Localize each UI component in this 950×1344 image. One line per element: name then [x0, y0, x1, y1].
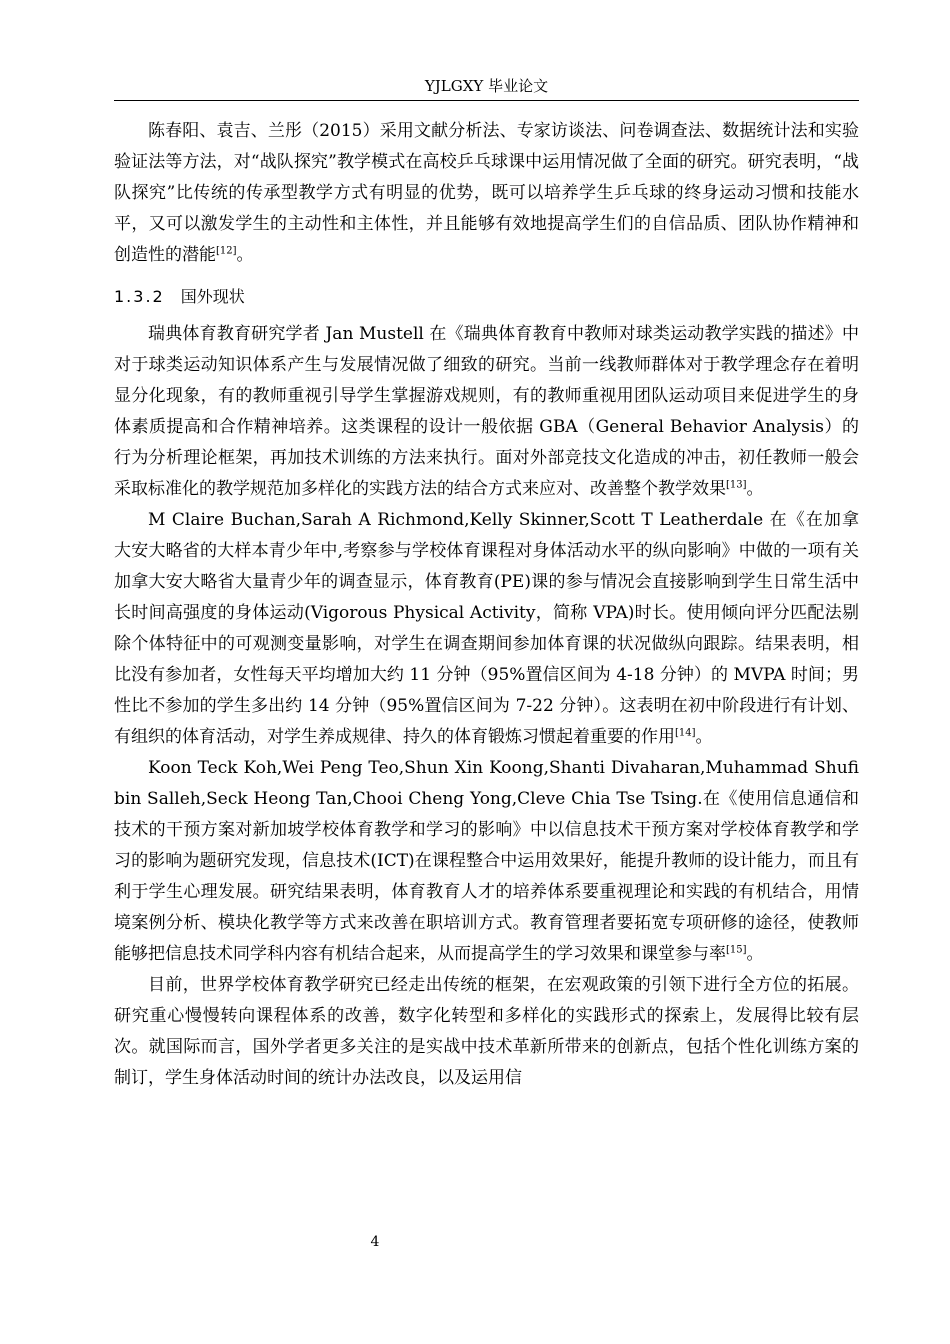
section-heading: [114, 285, 859, 309]
body-text: [114, 116, 859, 1094]
page-number: 4: [370, 1234, 380, 1250]
paragraph-text: Koon Teck Koh,Wei Peng Teo,Shun Xin Koong,Shanti Divaharan,Muhammad Shufi bin Salleh,Seck Heong Tan,Chooi Cheng Yong,Cleve Chia Tse Tsing.在《使用信息通信和技术的干预方案对新加坡学校体育教学和学习的影响》中以信息技术干预方案对学校体育教学和学习的影响为题研究发现，信息技术(ICT)在课程整合中运用效果好，能提升教师的设计能力，而且有利于学生心理发展。研究结果表明，体育教育人才的培养体系要重视理论和实践的有机结合，用情境案例分析、模块化教学等方式来改善在职培训方式。教育管理者要拓宽专项研修的途径，使教师能够把信息技术同学科内容有机结合起来，从而提高学生的学习效果和课堂参与率: [114, 758, 859, 964]
running-header: YJLGXY 毕业论文: [424, 77, 549, 95]
citation-ref: [13]: [726, 479, 747, 491]
paragraph: [114, 753, 859, 970]
paragraph: [114, 319, 859, 505]
section-number: 1.3.2: [114, 287, 165, 306]
paragraph-tail: 。: [746, 944, 764, 964]
paragraph-tail: 。: [695, 727, 713, 747]
paragraph-text: 瑞典体育教育研究学者 Jan Mustell 在《瑞典体育教育中教师对球类运动教学实践的描述》中对于球类运动知识体系产生与发展情况做了细致的研究。当前一线教师群体对于教学理念存在着明显分化现象，有的教师重视引导学生掌握游戏规则，有的教师重视用团队运动项目来促进学生的身体素质提高和合作精神培养。这类课程的设计一般依据 GBA（General Behavior Analysis）的行为分析理论框架，再加技术训练的方法来执行。面对外部竞技文化造成的冲击，初任教师一般会采取标准化的教学规范加多样化的实践方法的结合方式来应对、改善整个教学效果: [114, 324, 859, 499]
citation-ref: [14]: [675, 727, 696, 739]
citation-ref: [12]: [216, 245, 237, 257]
paragraph-text: 陈春阳、袁吉、兰彤（2015）采用文献分析法、专家访谈法、问卷调查法、数据统计法和实验验证法等方法，对“战队探究”教学模式在高校乒乓球课中运用情况做了全面的研究。研究表明，“战队探究”比传统的传承型教学方式有明显的优势，既可以培养学生乒乓球的终身运动习惯和技能水平，又可以激发学生的主动性和主体性，并且能够有效地提高学生们的自信品质、团队协作精神和创造性的潜能: [114, 121, 859, 265]
paragraph-tail: 。: [746, 479, 764, 499]
paragraph: [114, 116, 859, 271]
paragraph-text: M Claire Buchan,Sarah A Richmond,Kelly Skinner,Scott T Leatherdale 在《在加拿大安大略省的大样本青少年中,考察参与学校体育课程对身体活动水平的纵向影响》中做的一项有关加拿大安大略省大量青少年的调查显示，体育教育(PE)课的参与情况会直接影响到学生日常生活中长时间高强度的身体运动(Vigorous Physical Activity，简称 VPA)时长。使用倾向评分匹配法剔除个体特征中的可观测变量影响，对学生在调查期间参加体育课的状况做纵向跟踪。结果表明，相比没有参加者，女性每天平均增加大约 11 分钟（95%置信区间为 4-18 分钟）的 MVPA 时间；男性比不参加的学生多出约 14 分钟（95%置信区间为 7-22 分钟）。这表明在初中阶段进行有计划、有组织的体育活动，对学生养成规律、持久的体育锻炼习惯起着重要的作用: [114, 510, 859, 747]
section-title: 国外现状: [180, 287, 245, 306]
header-divider: [114, 100, 859, 101]
paragraph-tail: 。: [236, 245, 254, 265]
citation-ref: [15]: [726, 944, 747, 956]
paragraph: [114, 505, 859, 753]
paragraph: [114, 970, 859, 1094]
paragraph-text: 目前，世界学校体育教学研究已经走出传统的框架，在宏观政策的引领下进行全方位的拓展。研究重心慢慢转向课程体系的改善，数字化转型和多样化的实践形式的探索上，发展得比较有层次。就国际而言，国外学者更多关注的是实战中技术革新所带来的创新点，包括个性化训练方案的制订，学生身体活动时间的统计办法改良，以及运用信: [114, 975, 859, 1088]
